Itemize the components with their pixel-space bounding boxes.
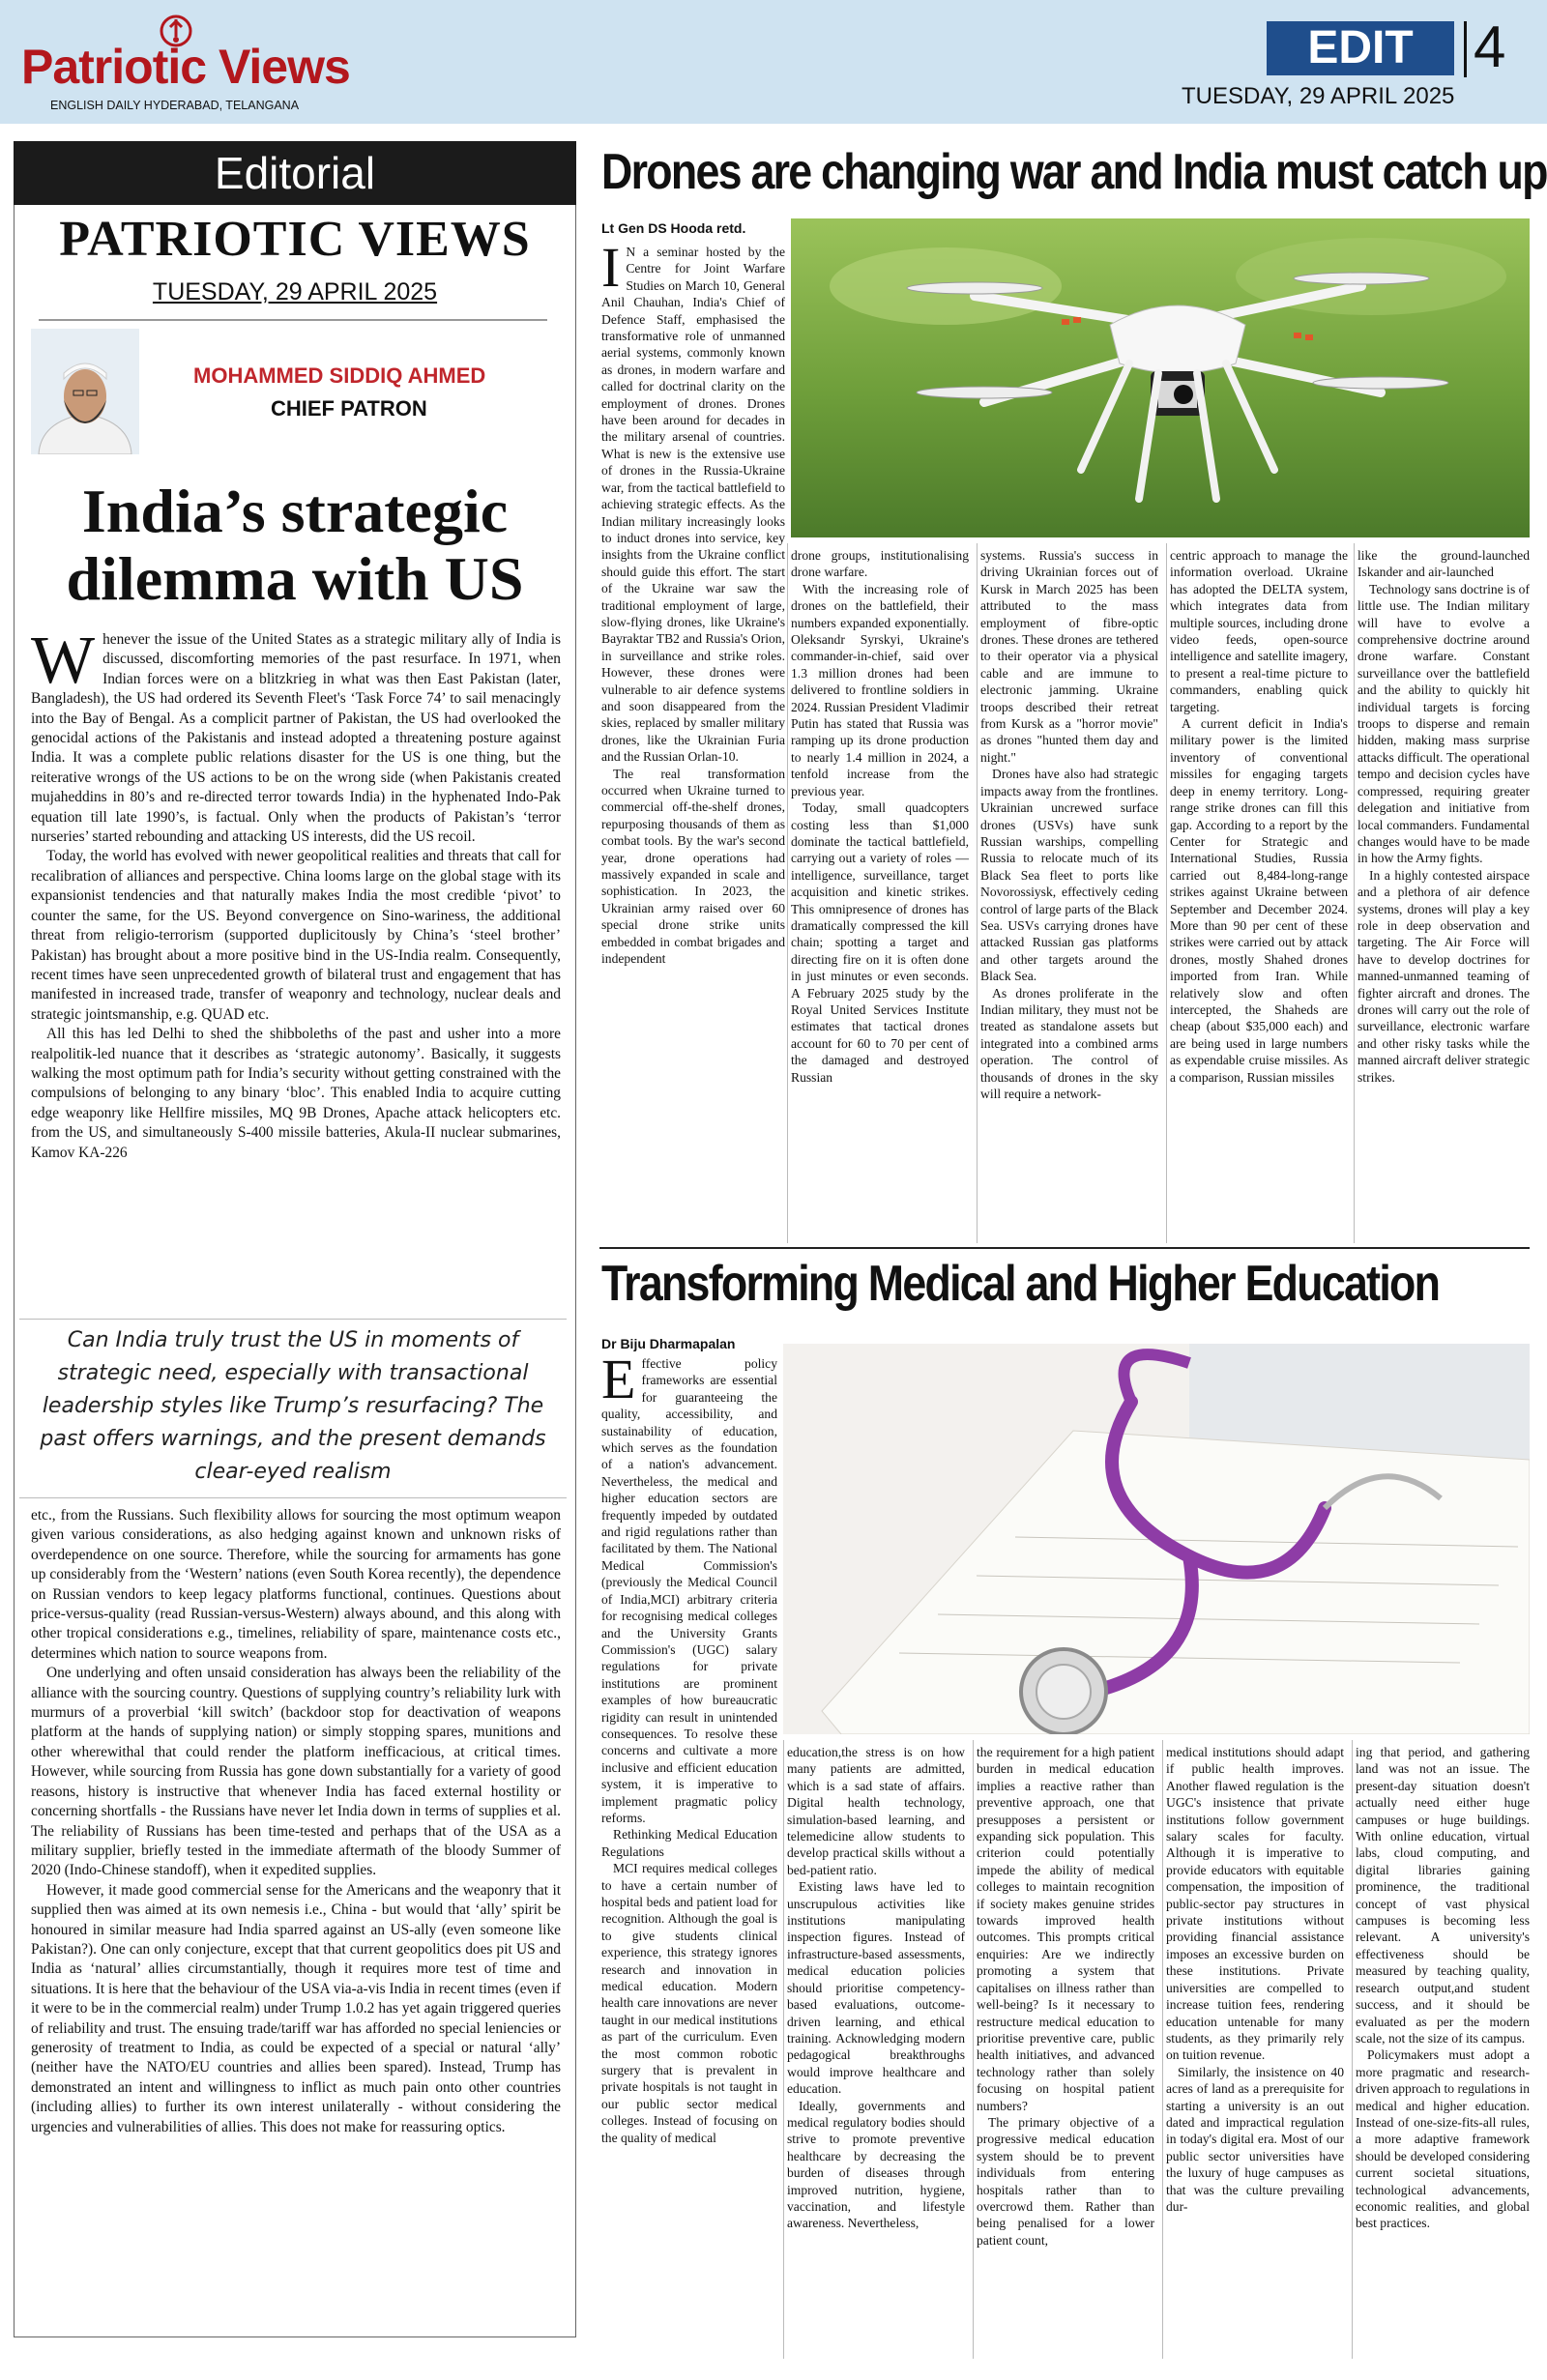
paragraph: The primary objective of a progressive medical education system should be to prevent individuals from entering hospitals rather than to overcrowd them. Rather than being penalised for a lower patient count, — [977, 2114, 1154, 2248]
paragraph: As drones proliferate in the Indian military, they must not be treated as standalone assets but integrated into a combined arms operation. The control of thousands of drones in the sky will require a network- — [980, 985, 1158, 1101]
column-divider — [787, 543, 788, 1243]
drones-col-2 — [791, 547, 969, 1086]
column-divider — [1352, 1740, 1353, 2359]
paragraph: Policymakers must adopt a more pragmatic and research-driven approach to regulations in medical and higher education. Instead of one-size-fits-all rules, a more adaptive framework should be developed considering current societal situations, technological advancements, economic realities, and global best practices. — [1356, 2047, 1530, 2231]
paragraph: Existing laws have led to unscrupulous activities like institutions manipulating inspection figures. Instead of infrastructure-based assessments, medical education policies should prioritise competency-based evaluations, outcome-driven learning, and ethical training. Acknowledging modern pedagogical breakthroughs would improve healthcare and education. — [787, 1879, 965, 2097]
patron-portrait — [31, 329, 139, 454]
editorial-date-text: TUESDAY, 29 APRIL 2025 — [152, 278, 438, 305]
drones-col-1 — [601, 236, 785, 967]
column-divider — [1166, 543, 1167, 1243]
dropcap: W — [31, 624, 96, 698]
issue-date: TUESDAY, 29 APRIL 2025 — [1182, 83, 1455, 109]
paragraph: the requirement for a high patient burden in medical education implies a reactive rather than preventive approach, one that presupposes a persistent or expanding sick population. This criterion could potentially impede the ability of medical colleges to maintain recognition if society makes genuine strides towards improved health outcomes. This prompts critical enquiries: Are we indirectly promoting a system that capitalises on illness rather than well-being? Is it necessary to restructure medical education to prioritise preventive care, public health initiatives, and advanced technology rather than solely focusing on hospital patient numbers? — [977, 1745, 1154, 2113]
medical-col-1 — [601, 1348, 777, 2146]
paragraph: With the increasing role of drones on the battlefield, their numbers expanded exponentially. Oleksandr Syrskyi, Ukraine's commander-in-chief, said over 1.3 million drones had been delivered to frontline soldiers in 2024. Russian President Vladimir Putin has stated that Russia was ramping up its drone production to nearly 1.4 million in 2024, a tenfold increase from the previous year. — [791, 581, 969, 798]
paragraph: like the ground-launched Iskander and air-launched — [1357, 548, 1530, 580]
paragraph: ing that period, and gathering land was not an issue. The present-day situation doesn't actually need either huge campuses or huge buildings. With online education, virtual labs, cloud computing, and digital libraries gaining prominence, the traditional concept of vast physical campuses is becoming less relevant. A university's effectiveness should be measured by teaching quality, research output,and student success, and it should be evaluated as per the modern scale, not the size of its campus. — [1356, 1745, 1530, 2046]
paragraph: However, it made good commercial sense for the Americans and the weaponry that it supplied then was aimed at its own nemesis i.e., China - but would that ‘ally’ spirit be honoured in similar measure had India sparred against an US-ally (even someone like Pakistan?). One can only conjecture, except that that current geopolitics does pit US and India as ‘natural’ allies circumstantially, though it requires more test of time and situations. It is here that the behaviour of the USA via-a-vis India in recent times (even if it were to be in the commercial realm) under Trump 1.0.2 has yet again triggered queries of reliability and trust. The ensuing trade/tariff war has afforded no special leniencies or generosity of treatment to India, as could be expected of a special or natural ‘ally’ (neither have the NATO/EU countries and allies been spared). Instead, Trump has demonstrated an intent and willingness to inflict as much pain onto other countries (including allies) to further its own interest unilaterally - without considering the urgencies and vulnerabilities of allies. This does not make for reassuring optics. — [31, 1881, 561, 2135]
drones-byline: Lt Gen DS Hooda retd. — [601, 220, 746, 236]
stethoscope-photo — [783, 1344, 1530, 1734]
paragraph: Similarly, the insistence on 40 acres of land as a prerequisite for starting a university is an out dated and impractical regulation in today's digital era. Most of our public sector universities have the luxury of huge campuses as that was the culture prevailing dur- — [1166, 2064, 1344, 2214]
editorial-date — [14, 278, 576, 306]
column-divider — [977, 543, 978, 1243]
paragraph: etc., from the Russians. Such flexibility allows for sourcing the most optimum weapon given various considerations, as also hedging against known and unknown risks of overdependence on one source. Therefore, while the sourcing for armaments has gone up considerably from the ‘Western’ nations (even South Korea recently), the dependence on Russian vendors to keep legacy platforms functional, continues. Questions about price-versus-quality (read Russian-versus-Western) always abound, and this along with other tropical considerations e.g., timelines, reliability of spare, maintenance costs etc., determines which nation to source weapons from. — [31, 1507, 561, 1662]
paragraph: A current deficit in India's military power is the limited inventory of conventional missiles for engaging targets deep in enemy territory. Long-range strike drones can fill this gap. According to a report by the Center for Strategic and International Studies, Russia carried out 8,484-long-range strikes against Ukraine between September and December 2024. More than 90 per cent of these strikes were carried out by attack drones, mostly Shahed drones imported from Iran. While relatively slow and often intercepted, the Shaheds are cheap (about $35,000 each) and are being used in large numbers as expendable cruise missiles. As a comparison, Russian missiles — [1170, 716, 1348, 1085]
drones-col-3 — [980, 547, 1158, 1102]
medical-headline: Transforming Medical and Higher Education — [601, 1256, 1440, 1312]
patron-name: MOHAMMED SIDDIQ AHMED — [193, 363, 486, 388]
medical-col-5 — [1356, 1744, 1530, 2232]
paragraph: Technology sans doctrine is of little use. The Indian military will have to evolve a comprehensive doctrine around drone warfare. Constant surveillance over the battlefield and the ability to quickly hit individual targets is forcing troops to disperse and remain hidden, making mass surprise attacks difficult. The operational tempo and decision cycles have compressed, requiring greater delegation and initiative from local commanders. Fundamental changes would have to be made in how the Army fights. — [1357, 581, 1530, 866]
drones-col-5 — [1357, 547, 1530, 1086]
paragraph: All this has led Delhi to shed the shibboleths of the past and usher into a more realpolitik-led nuance that it describes as ‘strategic autonomy’. Basically, it suggests walking the most optimum path for India’s security without getting constrained with the compulsions of belonging to any binary ‘bloc’. This enabled India to acquire cutting edge weaponry like Hellfire missiles, MQ 9B Drones, Apache attack helicopters etc. from the US, and simultaneously S-400 missile batteries, Akula-II nuclear submarines, Kamov KA-226 — [31, 1026, 561, 1161]
paragraph: Today, the world has evolved with newer geopolitical realities and threats that call for recalibration of alliances and perspective. China looms large on the global stage with its expansionist tendencies and that naturally makes India the most credible ‘pivot’ to counter the same, for the US. Beyond convergence on Sino-wariness, the additional threat from religio-terrorism (supported duplicitously by China’s ‘steel brother’ Pakistan) has brought about a more positive bind in the US-India realm. Consequently, recent times have seen unprecedented growth of bilateral trust and engagement that has manifested in increased trade, transfer of weaponry and technology, nuclear deals and strategic jointsmanship, e.g. QUAD etc. — [31, 848, 561, 1023]
divider — [39, 319, 547, 321]
section-label: EDIT — [1267, 21, 1454, 75]
paragraph — [601, 1348, 777, 1826]
paragraph: drone groups, institutionalising drone warfare. — [791, 548, 969, 580]
paragraph: Today, small quadcopters costing less than $1,000 dominate the tactical battlefield, carrying out a variety of roles —intelligence, surveillance, target acquisition and kinetic strikes. This omnipresence of drones has dramatically compressed the kill chain; spotting a target and directing fire on it is often done in just minutes or even seconds. A February 2025 study by the Royal United Services Institute estimates that tactical drones account for 60 to 70 per cent of the damaged and destroyed Russian — [791, 800, 969, 1085]
newspaper-logo: Patriotic Views — [21, 40, 350, 94]
dropcap: E — [601, 1348, 636, 1410]
editorial-body-bottom — [31, 1506, 561, 2137]
editorial-headline-line2: dilemma with US — [66, 544, 524, 613]
pull-quote: Can India truly trust the US in moments of strategic need, especially with transactional leadership styles like Trump’s resurfacing? The past offers warnings, and the present demands clear-eyed realism — [40, 1328, 546, 1484]
editorial-heading: Editorial — [14, 141, 576, 205]
page-number: 4 — [1474, 15, 1506, 79]
paragraph: One underlying and often unsaid consideration has always been the reliability of the alliance with the sourcing country. Questions of supplying country’s reliability lurk with murmurs of a proverbial ‘kill switch’ (backdoor stop for deactivation of weapons platform at the hands of supplying nation) or simply stopping spares, munitions and other wherewithal that could render the platform inefficacious, at critical times. However, while sourcing from Russia has gone down substantially for a variety of good reasons, history is instructive that whenever India has faced external hostility or concerning shortfalls - the Russians have never let India down in terms of supplies et al. The reliability of Russians has been time-tested and perhaps that of the USA as a military supplier, briefly tested in the immediate aftermath of the bloody Summer of 2020 (Indo-Chinese standoff), when it expedited supplies. — [31, 1665, 561, 1879]
paragraph: Ideally, governments and medical regulatory bodies should strive to promote preventive healthcare by decreasing the burden of diseases through improved nutrition, hygiene, vaccination, and lifestyle awareness. Nevertheless, — [787, 2098, 965, 2231]
drone-photo — [791, 218, 1530, 537]
patron-role: CHIEF PATRON — [271, 396, 427, 421]
paragraph — [601, 236, 785, 766]
drones-headline: Drones are changing war and India must catch up — [601, 144, 1547, 200]
paragraph: medical institutions should adapt if public health improves. Another flawed regulation is the UGC's insistence that private institutions follow government salary scales for faculty. Although it is imperative to provide educators with equitable compensation, the imposition of public-sector pay structures in private institutions without providing financial assistance imposes an excessive burden on these institutions. Private universities are compelled to increase tuition fees, rendering education untenable for many students, as they primarily rely on tuition revenue. — [1166, 1745, 1344, 2063]
editorial-headline-line1: India’s strategic — [81, 477, 509, 545]
paragraph: education,the stress is on how many patients are admitted, which is a sad state of affairs. Digital health technology, simulation-based learning, and telemedicine allow students to develop practical skills without a bed-patient ratio. — [787, 1745, 965, 1877]
divider — [1464, 21, 1467, 77]
paragraph-text: N a seminar hosted by the Centre for Joint Warfare Studies on March 10, General Anil Chauhan, India's Chief of Defence Staff, emphasised the transformative role of unmanned aerial systems, commonly known as drones, in modern warfare and called for doctrinal clarity on the employment of drones. Drones have been around for decades in the military arsenal of countries. What is new is the extensive use of drones in the Russia-Ukraine war, from the tactical battlefield to achieving strategic effects. As the Indian military increasingly looks to induct drones into service, key insights from the Ukraine conflict should guide this effort. The start of the Ukraine war saw the traditional employment of large, slow-flying drones, like Ukraine's Bayraktar TB2 and Russia's Orion, in surveillance and strike roles. However, these drones were vulnerable to air defence systems and soon disappeared from the skies, replaced by smaller military drones, like the Ukrainian Furia and the Russian Orlan-10. — [601, 245, 785, 765]
column-divider — [973, 1740, 974, 2359]
medical-col-2 — [787, 1744, 965, 2232]
paragraph-text: henever the issue of the United States as a strategic military ally of India is discussed, discomforting memories of the past resurface. In 1971, when Indian forces were on a blitzkrieg in what was then East Pakistan (later, Bangladesh), the US had ordered its Seventh Fleet's ‘Task Force 74’ to sail menacingly into the Bay of Bengal. As a complicit partner of Pakistan, the US had overlooked the genocidal actions of the Pakistanis and instead adopted a threatening posture against India. It was a complete public relations disaster for the US is one thing, but the reiterative wrongs of the US actions to be on the wrong side (when Pakistanis created mujaheddins in 80’s and re-directed terror towards India) in the hyphenated Indo-Pak equation till late 1990’s, is factual. Only when the products of Pakistan’s ‘terror nurseries’ started rebounding and attacking US interests, did the US recoil. — [31, 631, 561, 846]
column-divider — [783, 1740, 784, 2359]
editorial-headline — [14, 478, 576, 613]
medical-byline: Dr Biju Dharmapalan — [601, 1336, 736, 1351]
drones-col-4 — [1170, 547, 1348, 1086]
paragraph: Rethinking Medical Education Regulations — [601, 1827, 777, 1859]
paragraph: In a highly contested airspace and a plethora of air defence systems, drones will play a key role in deep observation and targeting. The Air Force will have to develop doctrines for manned-unmanned teaming of fighter aircraft and drones. The drones will carry out the role of surveillance, electronic warfare and other risky tasks while the manned aircraft deliver strategic strikes. — [1357, 867, 1530, 1085]
column-divider — [1354, 543, 1355, 1243]
paragraph-text: ffective policy frameworks are essential for guaranteeing the quality, accessibility, and sustainability of education, which serves as the foundation of a nation's advancement. Nevertheless, the medical and higher education sectors are frequently impeded by outdated and rigid regulations rather than facilitated by them. The National Medical Commission's (previously the Medical Council of India,MCI) arbitrary criteria for recognising medical colleges and the University Grants Commission's (UGC) salary regulations for private institutions are prominent examples of how bureaucratic rigidity can result in unintended consequences. To resolve these concerns and cultivate a more inclusive and efficient education system, it is imperative to implement pragmatic policy reforms. — [601, 1356, 777, 1825]
dropcap: I — [601, 236, 621, 299]
newspaper-tagline: ENGLISH DAILY HYDERABAD, TELANGANA — [50, 99, 300, 112]
editorial-body-top — [31, 624, 561, 1163]
paragraph: centric approach to manage the information overload. Ukraine has adopted the DELTA system, which integrates data from multiple sources, including drone video feeds, open-source intelligence and satellite imagery, to present a real-time picture to commanders, enabling quick targeting. — [1170, 548, 1348, 714]
paragraph: Drones have also had strategic impacts away from the frontlines. Ukrainian uncrewed surface drones (USVs) have sunk Russian warships, compelling Russia to relocate much of its Black Sea fleet to ports like Novorossiysk, effectively ceding control of large parts of the Black Sea. USVs carrying drones have attacked Russian gas platforms and other targets around the Black Sea. — [980, 767, 1158, 984]
paragraph: MCI requires medical colleges to have a certain number of hospital beds and patient load for recognition. Although the goal is to give students clinical experience, this strategy ignores research and innovation in medical education. Modern health care innovations are never taught in our medical institutions as part of the curriculum. Even the most common robotic surgery that is prevalent in private hospitals is not taught in our public sector medical colleges. Instead of focusing on the quality of medical — [601, 1861, 777, 2145]
section-separator — [599, 1247, 1530, 1249]
column-divider — [1162, 1740, 1163, 2359]
paragraph: The real transformation occurred when Ukraine turned to commercial off-the-shelf drones, repurposing thousands of them as combat tools. By the war's second year, drone operations had massively expanded in scale and sophistication. In 2023, the Ukrainian army raised over 60 special drone strike units embedded in combat brigades and independent — [601, 766, 785, 967]
paragraph: systems. Russia's success in driving Ukrainian forces out of Kursk in March 2025 has been attributed to the mass employment of fibre-optic drones. These drones are tethered to their operator via a physical cable and are immune to electronic jamming. Ukraine troops described their retreat from Kursk as a "horror movie" as drones "hunted them day and night." — [980, 548, 1158, 765]
paragraph — [31, 624, 561, 847]
medical-col-4 — [1166, 1744, 1344, 2215]
editorial-brand: PATRIOTIC VIEWS — [59, 212, 531, 267]
medical-col-3 — [977, 1744, 1154, 2249]
